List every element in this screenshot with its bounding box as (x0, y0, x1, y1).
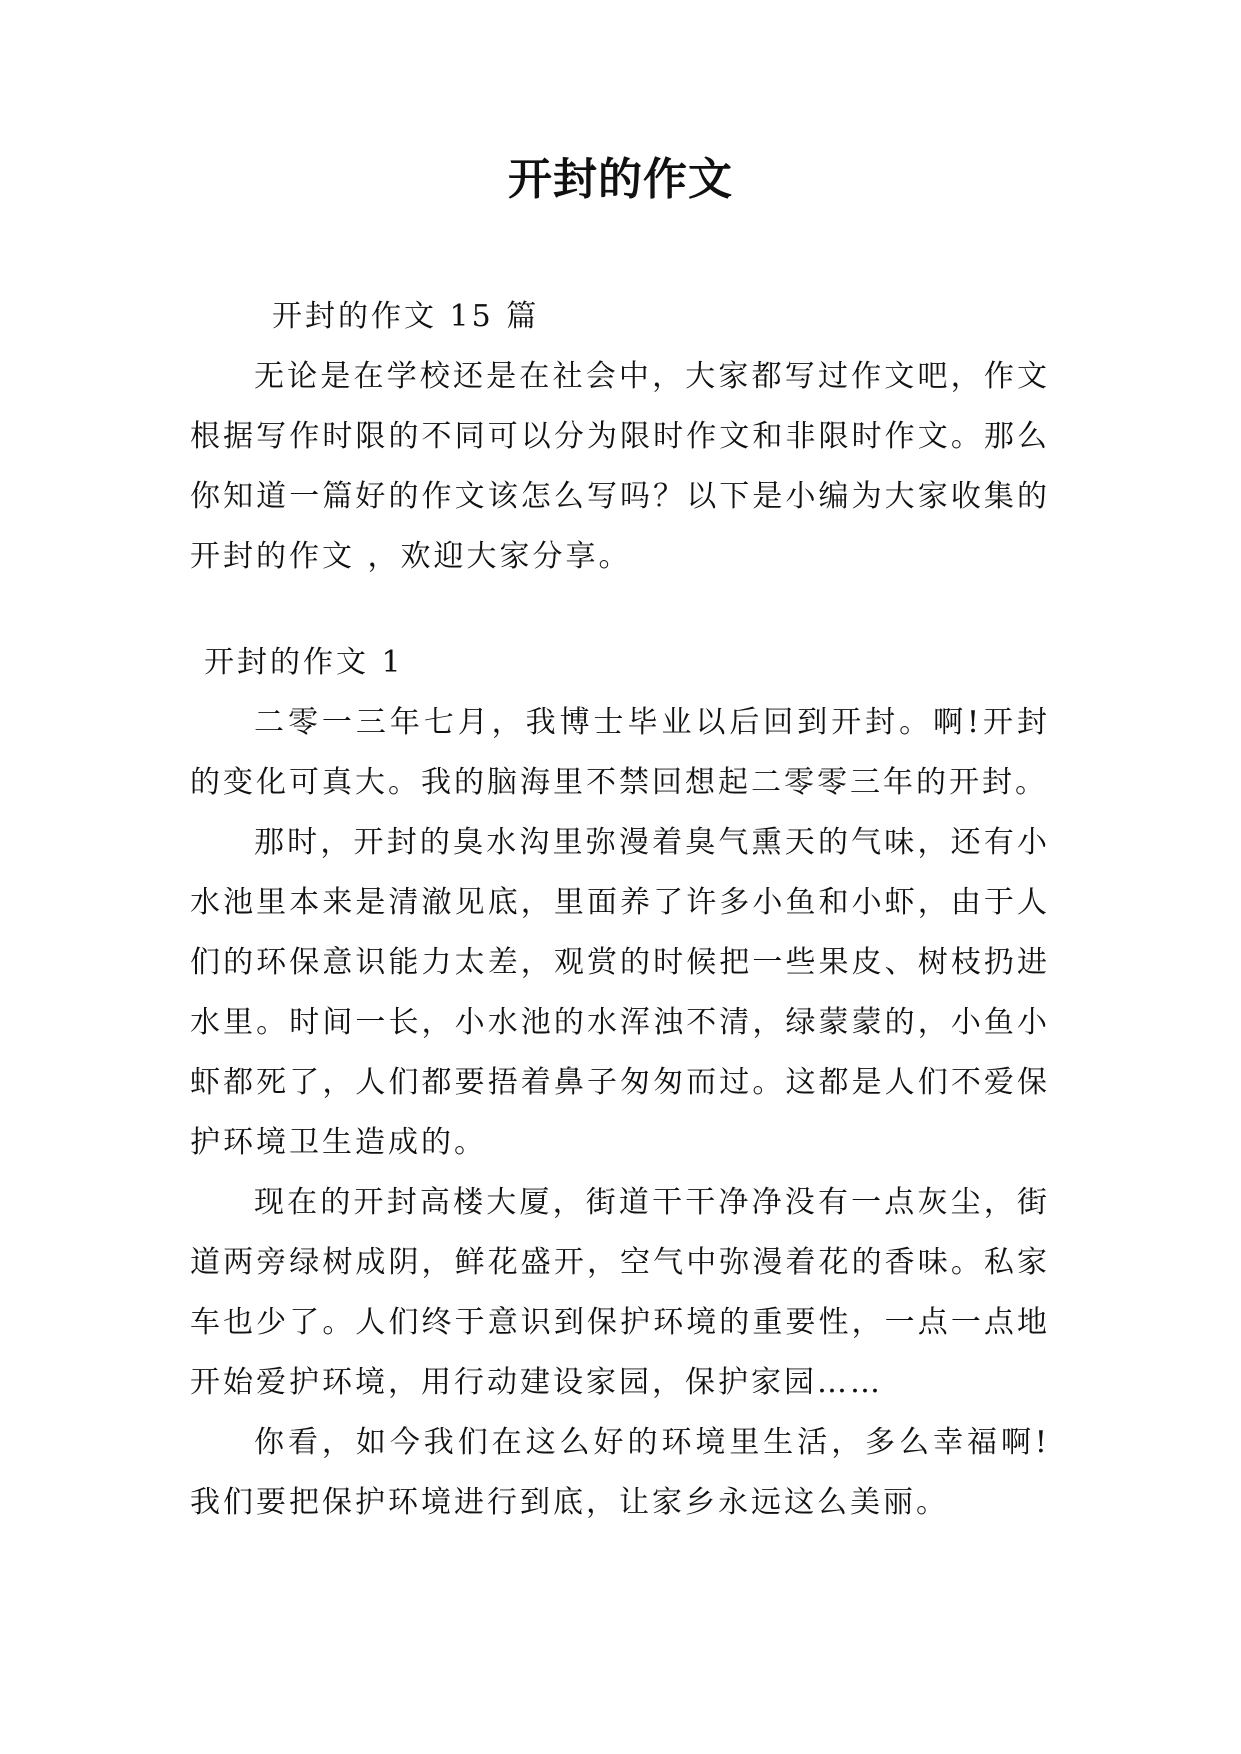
essay-paragraph: 那时，开封的臭水沟里弥漫着臭气熏天的气味，还有小水池里本来是清澈见底，里面养了许多小鱼和小虾，由于人们的环保意识能力太差，观赏的时候把一些果皮、树枝扔进水里。时间一长，小水池的水浑浊不清，绿蒙蒙的，小鱼小虾都死了，人们都要捂着鼻子匆匆而过。这都是人们不爱保护环境卫生造成的。 (190, 825, 1050, 1160)
essay-paragraph: 你看，如今我们在这么好的环境里生活，多么幸福啊!我们要把保护环境进行到底，让家乡永远这么美丽。 (190, 1425, 1050, 1520)
collection-heading: 开封的作文 15 篇 (272, 299, 540, 334)
essay-1-heading: 开封的作文 1 (204, 645, 404, 680)
intro-section (190, 347, 1050, 587)
essay-paragraph: 二零一三年七月，我博士毕业以后回到开封。啊!开封的变化可真大。我的脑海里不禁回想起二零零三年的开封。 (190, 705, 1050, 800)
essay-1-body (190, 693, 1050, 1533)
essay-paragraph: 现在的开封高楼大厦，街道干干净净没有一点灰尘，街道两旁绿树成阴，鲜花盛开，空气中弥漫着花的香味。私家车也少了。人们终于意识到保护环境的重要性，一点一点地开始爱护环境，用行动建设家园，保护家园…… (190, 1185, 1050, 1400)
document-title: 开封的作文 (508, 154, 733, 205)
intro-paragraph: 无论是在学校还是在社会中，大家都写过作文吧，作文根据写作时限的不同可以分为限时作文和非限时作文。那么你知道一篇好的作文该怎么写吗？以下是小编为大家收集的 开封的作文 ，欢迎大家分享。 (190, 359, 1050, 574)
